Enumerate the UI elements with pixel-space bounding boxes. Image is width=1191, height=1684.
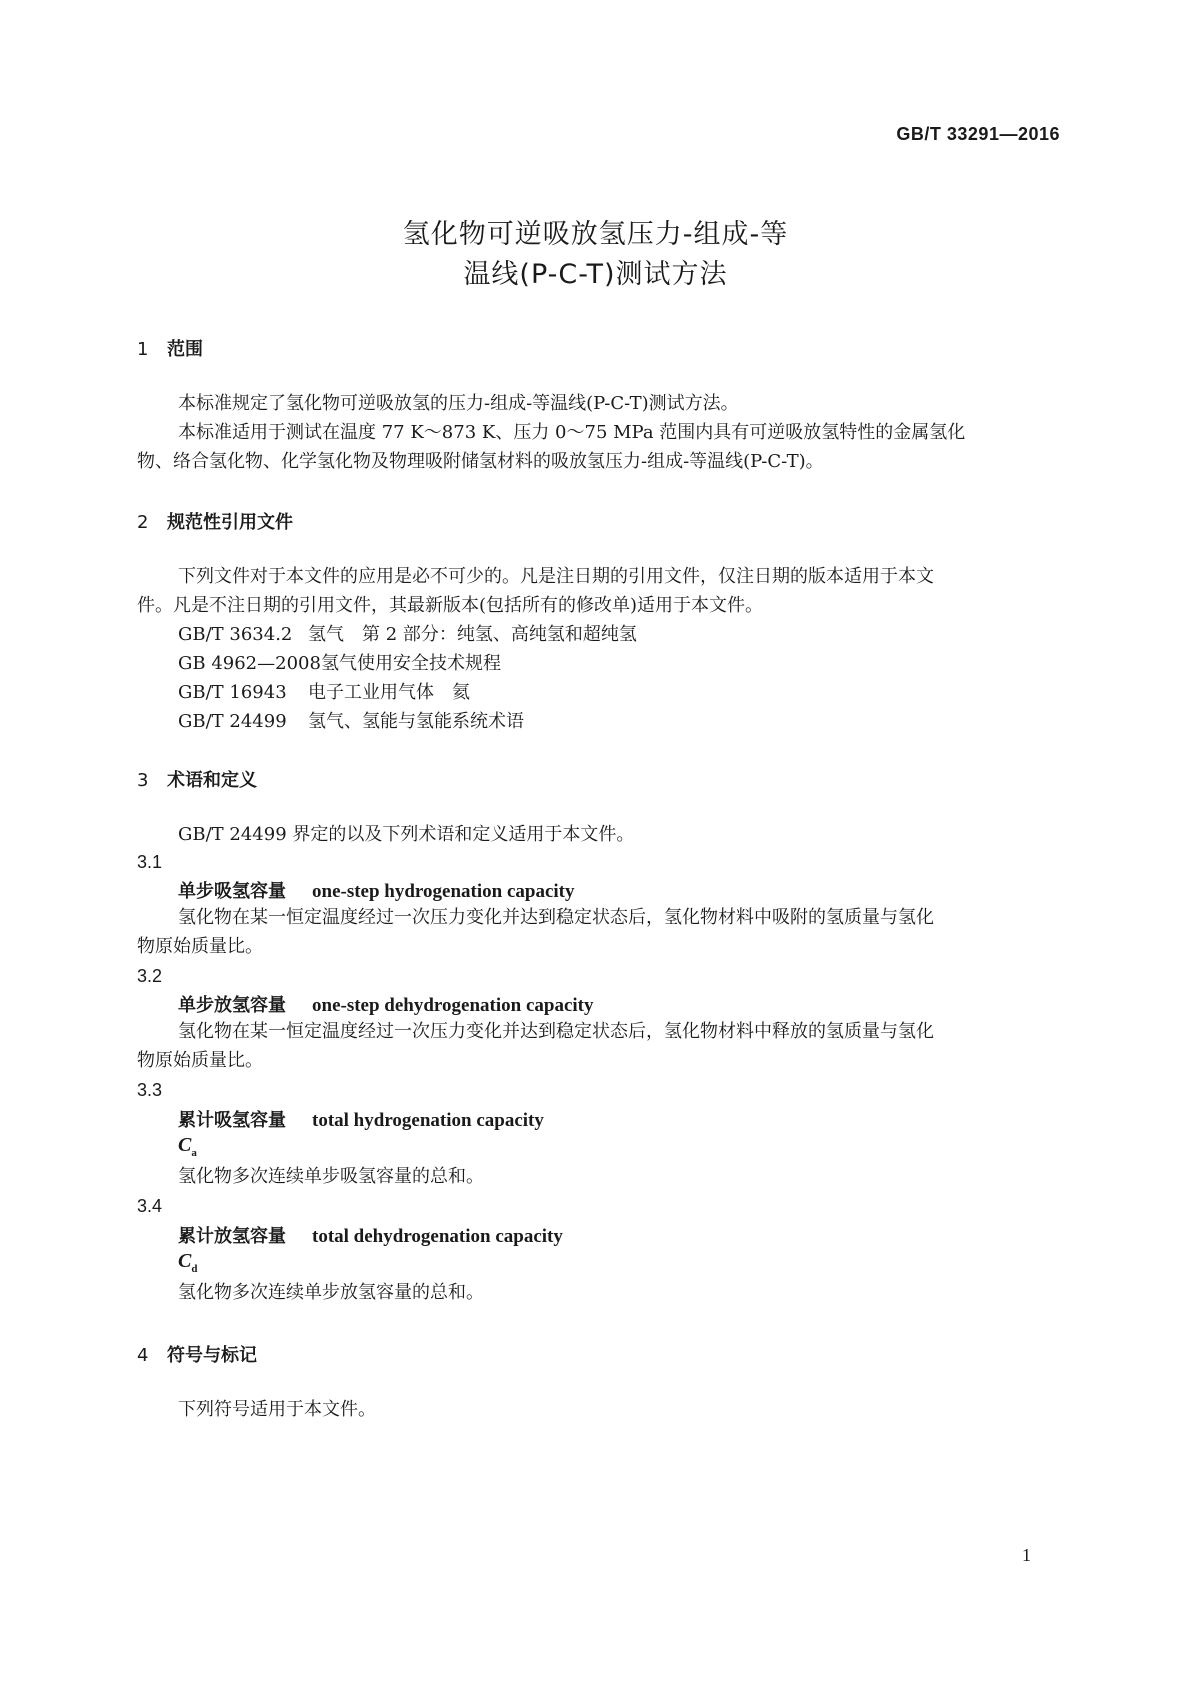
reference-item [178,707,524,737]
term-definition-line-2: 物原始质量比。 [137,1050,263,1071]
title-line-1: 氢化物可逆吸放氢压力-组成-等 [402,219,789,250]
term-chinese: 单步吸氢容量 [178,881,286,902]
term-symbol [178,1250,197,1275]
term-entry [178,991,593,1017]
section-number: 1 [137,339,149,360]
term-entry [178,1222,563,1248]
term-entry [178,1106,544,1132]
term-english: total dehydrogenation capacity [312,1226,563,1247]
symbol-subscript: d [191,1263,198,1275]
scope-paragraph-1: 本标准规定了氢化物可逆吸放氢的压力-组成-等温线(P-C-T)测试方法。 [178,393,739,414]
term-number: 3.3 [137,1080,163,1100]
term-definition-line-1: 氢化物在某一恒定温度经过一次压力变化并达到稳定状态后，氢化物材料中吸附的氢质量与氢化 [178,907,934,928]
symbol-letter: C [178,1134,192,1156]
title-line-2: 温线(P-C-T)测试方法 [463,259,728,290]
term-number: 3.4 [137,1196,163,1216]
section-number: 3 [137,770,149,791]
reference-title: 电子工业用气体 氦 [308,682,470,703]
references-intro-line-2: 件。凡是不注日期的引用文件，其最新版本(包括所有的修改单)适用于本文件。 [137,595,764,616]
term-definition-line-1: 氢化物在某一恒定温度经过一次压力变化并达到稳定状态后，氢化物材料中释放的氢质量与氢化 [178,1021,934,1042]
reference-title: 氢气使用安全技术规程 [320,653,501,674]
term-definition-line-2: 物原始质量比。 [137,936,263,957]
section-1-heading [137,335,203,361]
term-symbol [178,1134,197,1159]
page-number: 1 [1022,1545,1031,1565]
section-3-heading [137,766,257,792]
term-english: total hydrogenation capacity [312,1110,544,1131]
section-title: 范围 [167,339,203,360]
term-english: one-step hydrogenation capacity [312,881,575,902]
term-chinese: 累计放氢容量 [178,1226,286,1247]
reference-code: GB/T 3634.2 [178,624,293,645]
symbols-intro: 下列符号适用于本文件。 [178,1399,376,1420]
section-title: 术语和定义 [167,770,257,791]
section-number: 4 [137,1345,149,1366]
term-chinese: 累计吸氢容量 [178,1110,286,1131]
term-number: 3.2 [137,966,163,986]
section-title: 规范性引用文件 [167,512,293,533]
reference-code: GB/T 16943 [178,682,287,703]
reference-item [178,620,637,650]
reference-item [178,649,501,679]
reference-title: 氢气、氢能与氢能系统术语 [308,711,524,732]
section-2-heading [137,508,293,534]
scope-paragraph-2-line-2: 物、络合氢化物、化学氢化物及物理吸附储氢材料的吸放氢压力-组成-等温线(P-C-T)。 [137,451,824,472]
term-definition-line-1: 氢化物多次连续单步吸氢容量的总和。 [178,1166,484,1187]
reference-title: 氢气 第 2 部分：纯氢、高纯氢和超纯氢 [308,624,637,645]
section-4-heading [137,1341,257,1367]
symbol-subscript: a [191,1147,197,1159]
terms-intro: GB/T 24499 界定的以及下列术语和定义适用于本文件。 [178,824,635,845]
reference-code: GB 4962—2008 [178,653,321,674]
reference-item [178,678,470,708]
section-title: 符号与标记 [167,1345,257,1366]
term-entry [178,877,574,903]
reference-code: GB/T 24499 [178,711,287,732]
references-intro-line-1: 下列文件对于本文件的应用是必不可少的。凡是注日期的引用文件，仅注日期的版本适用于本文 [178,566,934,587]
standard-number: GB/T 33291—2016 [896,124,1060,144]
term-chinese: 单步放氢容量 [178,995,286,1016]
scope-paragraph-2-line-1: 本标准适用于测试在温度 77 K～873 K、压力 0～75 MPa 范围内具有可逆吸放氢特性的金属氢化 [178,422,966,443]
symbol-letter: C [178,1250,192,1272]
term-number: 3.1 [137,852,163,872]
term-english: one-step dehydrogenation capacity [312,995,594,1016]
section-number: 2 [137,512,149,533]
term-definition-line-1: 氢化物多次连续单步放氢容量的总和。 [178,1282,484,1303]
